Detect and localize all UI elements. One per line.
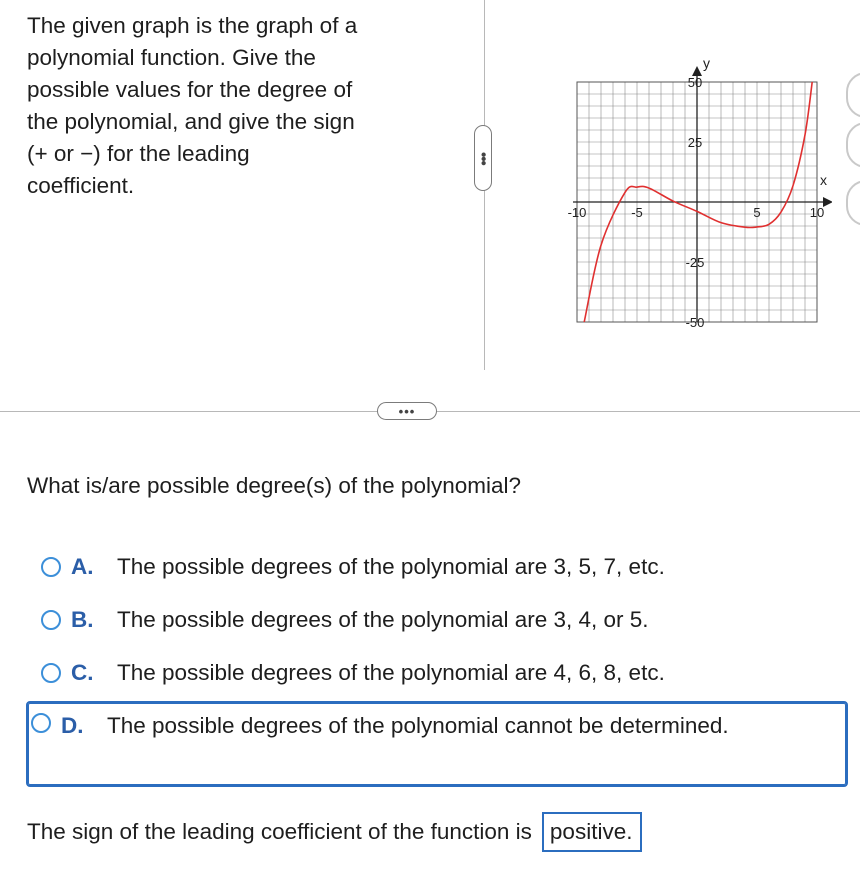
prompt-line: (+ or −) for the leading — [27, 141, 250, 166]
option-text: The possible degrees of the polynomial are 4, 6, 8, etc. — [117, 659, 665, 685]
option-letter: A. — [71, 553, 94, 579]
radio-icon[interactable] — [41, 663, 61, 683]
option-text: The possible degrees of the polynomial are 3, 5, 7, etc. — [117, 553, 665, 579]
option-letter: B. — [71, 606, 94, 632]
question-prompt — [27, 10, 427, 202]
prompt-line: possible values for the degree of — [27, 77, 353, 102]
x-tick-label: -5 — [631, 205, 643, 220]
leading-coefficient-answer — [27, 812, 642, 852]
side-tab[interactable] — [846, 72, 860, 118]
radio-icon[interactable] — [41, 610, 61, 630]
prompt-line: The given graph is the graph of a — [27, 13, 358, 38]
option-c[interactable] — [26, 646, 848, 699]
answer-label: The sign of the leading coefficient of the function is — [27, 819, 532, 844]
y-tick-label: -50 — [685, 315, 705, 330]
y-axis-label: y — [703, 55, 710, 71]
prompt-line: coefficient. — [27, 173, 135, 198]
question-text: What is/are possible degree(s) of the polynomial? — [27, 473, 522, 498]
side-tab[interactable] — [846, 180, 860, 226]
answer-input[interactable]: positive. — [542, 812, 642, 852]
prompt-line: polynomial function. Give the — [27, 45, 316, 70]
y-tick-label: 50 — [687, 75, 703, 90]
radio-icon[interactable] — [41, 557, 61, 577]
more-dots-icon: ••• — [474, 151, 492, 165]
option-letter: C. — [71, 659, 94, 685]
more-dots-icon: ••• — [398, 403, 416, 419]
answer-options — [26, 540, 848, 787]
x-tick-label: -10 — [567, 205, 587, 220]
y-tick-label: -25 — [685, 255, 705, 270]
option-b[interactable] — [26, 593, 848, 646]
x-tick-label: 10 — [809, 205, 825, 220]
prompt-line: the polynomial, and give the sign — [27, 109, 355, 134]
x-tick-label: 5 — [753, 205, 761, 220]
option-letter: D. — [61, 713, 84, 738]
option-text: The possible degrees of the polynomial are 3, 4, or 5. — [117, 606, 649, 632]
radio-icon[interactable] — [31, 713, 51, 733]
polynomial-graph — [550, 48, 832, 332]
option-a[interactable] — [26, 540, 848, 593]
option-d[interactable] — [26, 701, 848, 787]
horizontal-resize-handle[interactable] — [377, 402, 437, 420]
side-tab[interactable] — [846, 122, 860, 168]
x-axis-arrow-icon — [823, 197, 832, 207]
y-tick-label: 25 — [687, 135, 703, 150]
vertical-resize-handle[interactable] — [474, 125, 492, 191]
option-text: The possible degrees of the polynomial cannot be determined. — [107, 713, 729, 738]
x-axis-label: x — [820, 172, 827, 188]
